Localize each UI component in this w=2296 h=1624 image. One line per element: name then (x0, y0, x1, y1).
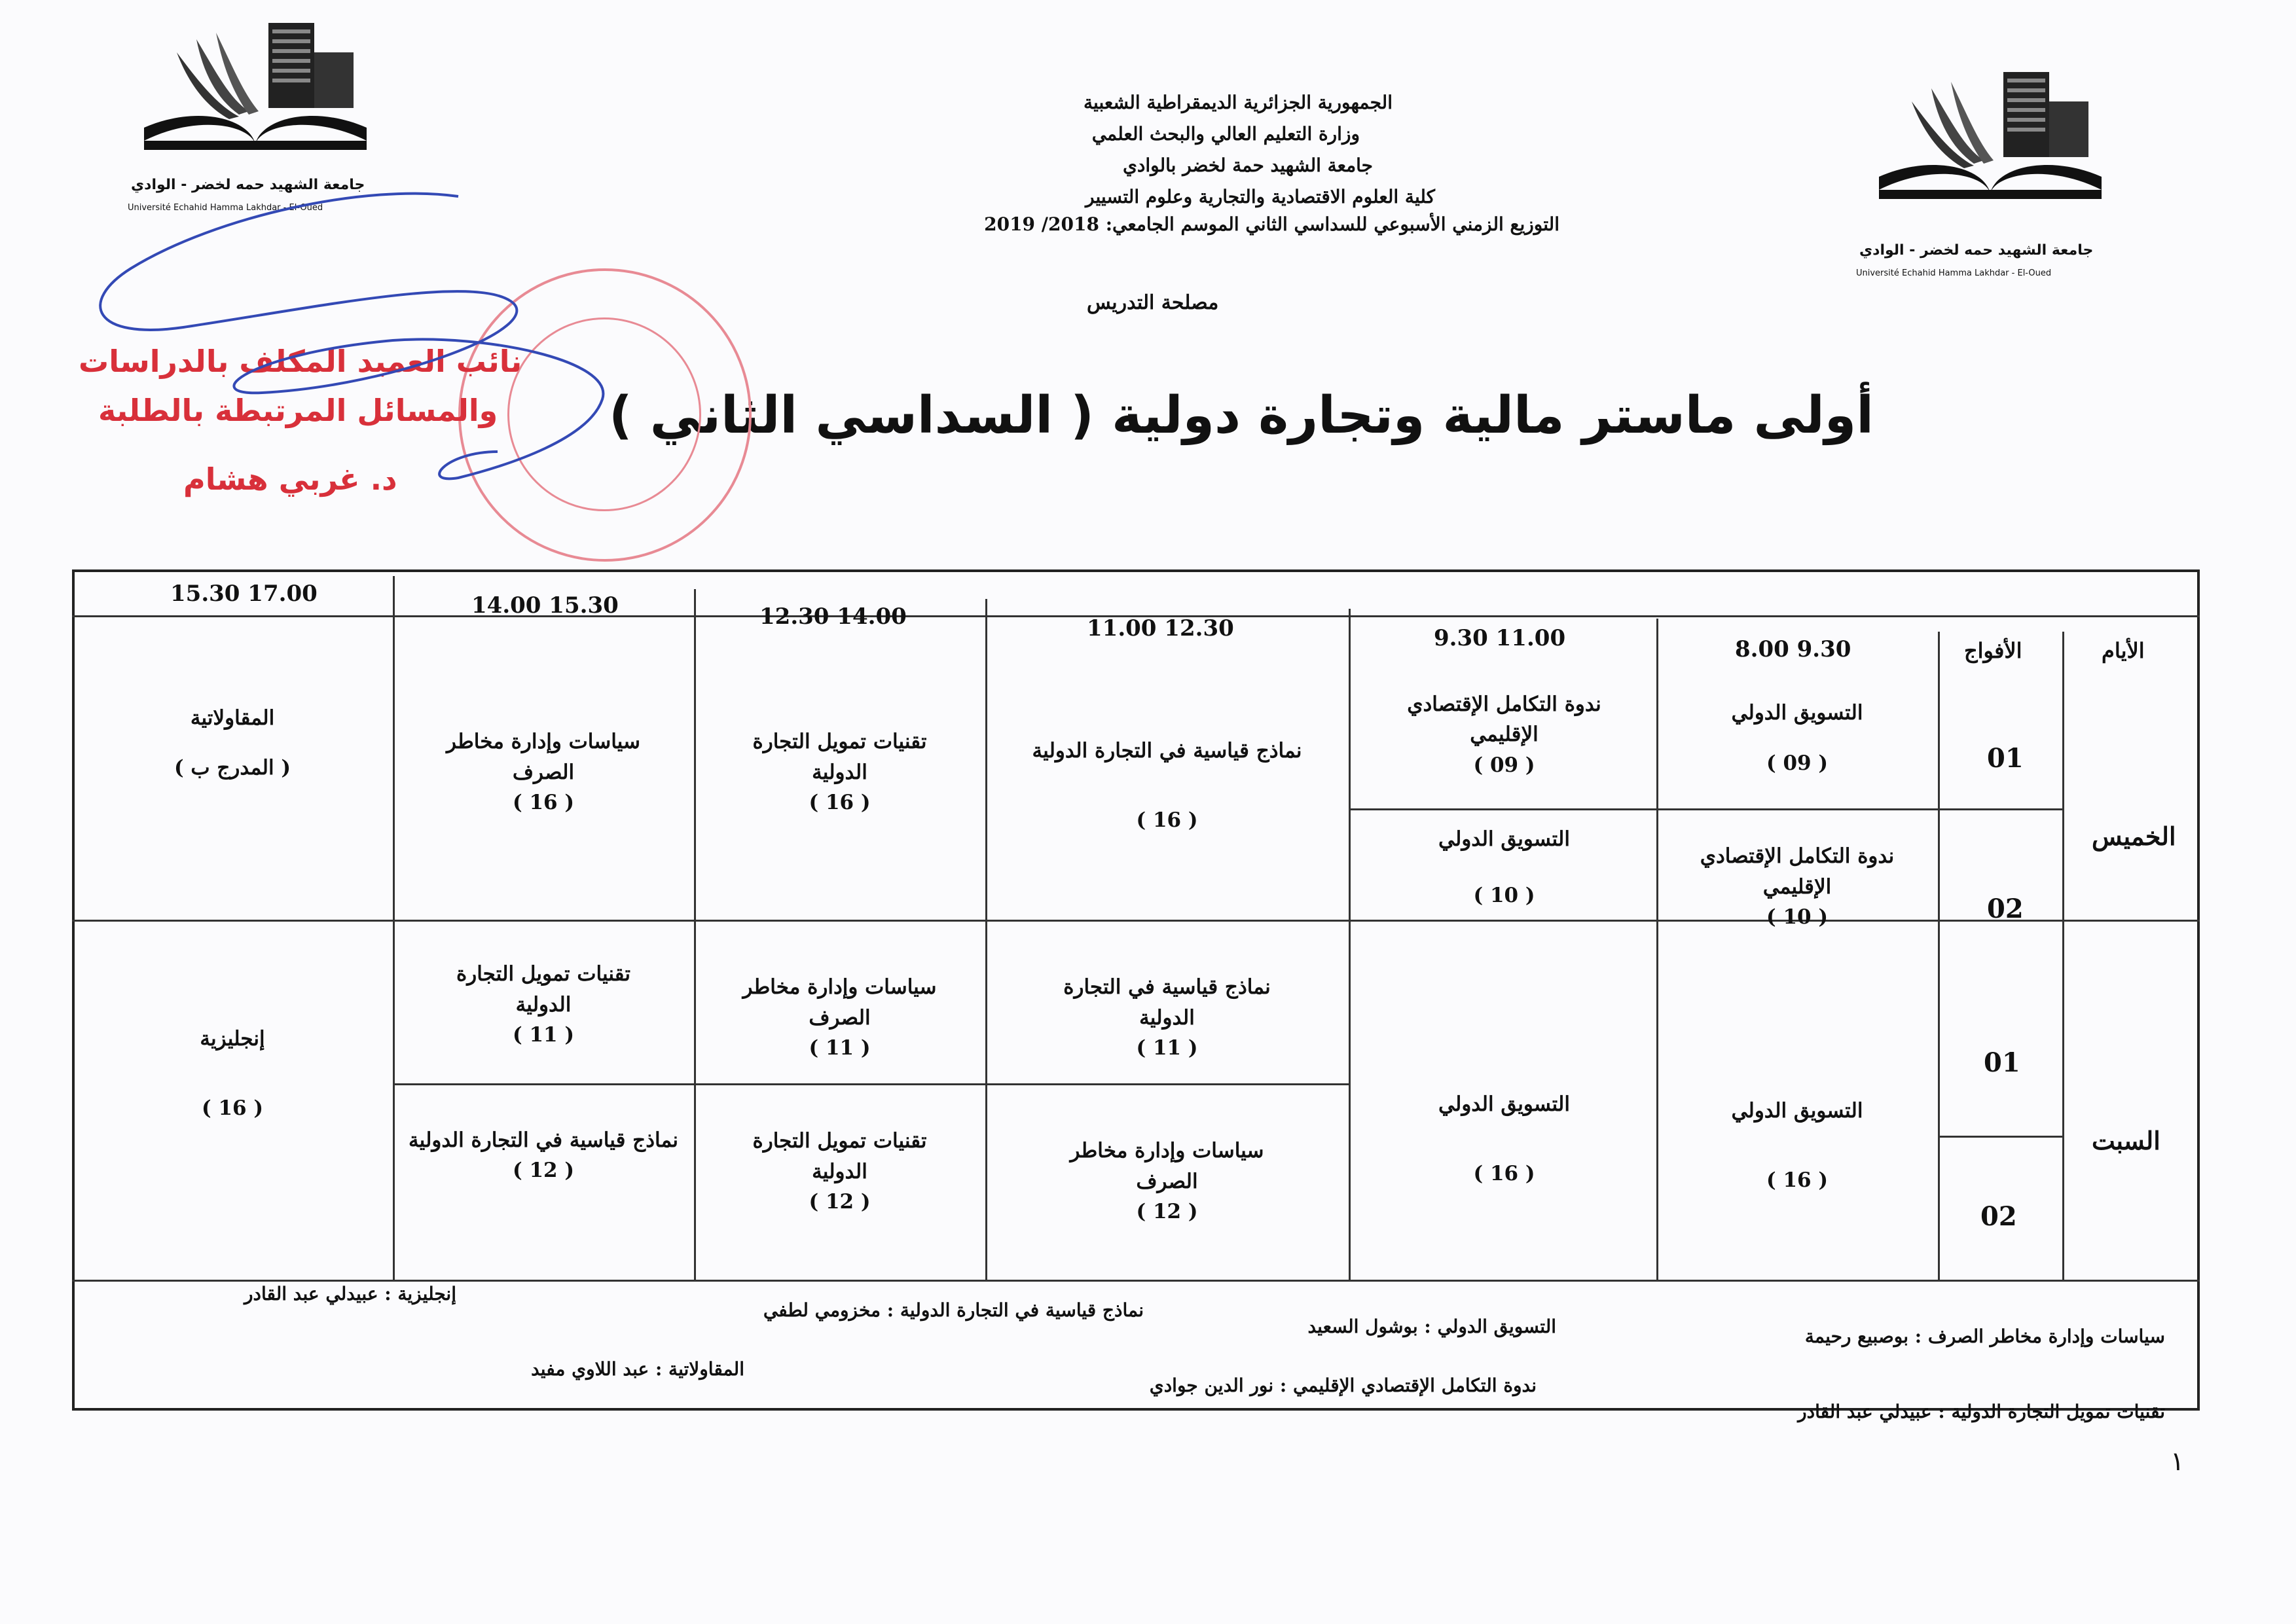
course-cell (1355, 1067, 1653, 1211)
course-name: ندوة التكامل الإقتصادي الإقليمي (1700, 844, 1895, 899)
stamp-line-3: د. غربي هشام (183, 461, 397, 497)
course-room: ( 09 ) (1473, 753, 1535, 777)
course-cell (697, 959, 982, 1077)
teacher-line: ندوة التكامل الإقتصادي الإقليمي : نور الدين جوادي (1149, 1375, 1537, 1396)
header-line-5: التوزيع الزمني الأسبوعي للسداسي الثاني الموسم الجامعي: 2018/ 2019 (984, 213, 1559, 235)
teacher-line: تقنيات تمويل التجارة الدولية : عبيدلي عبد القادر (1798, 1401, 2165, 1422)
course-room: ( 16 ) (512, 791, 575, 815)
course-cell (1660, 668, 1935, 808)
course-room: ( 16 ) (1136, 808, 1198, 832)
stamp-line-2: والمسائل المرتبطة بالطلبة (98, 393, 498, 428)
group-label: 01 (1984, 1047, 2020, 1078)
logo-subcaption-left: Université Echahid Hamma Lakhdar - El-Oued (128, 203, 323, 213)
course-cell (989, 1113, 1345, 1250)
course-cell (989, 959, 1345, 1077)
logo-subcaption-right: Université Echahid Hamma Lakhdar - El-Oued (1856, 268, 2052, 278)
col-sep (694, 589, 696, 1280)
course-name: تقنيات تمويل التجارة الدولية (752, 730, 927, 784)
course-name: سياسات وإدارة مخاطر الصرف (1070, 1139, 1264, 1193)
day-saturday: السبت (2092, 1126, 2160, 1155)
course-room: ( 09 ) (1766, 751, 1829, 775)
col-sep (393, 576, 395, 1280)
course-room: ( 16 ) (201, 1096, 264, 1120)
header-days: الأيام (2102, 638, 2145, 663)
course-room: ( 16 ) (809, 791, 871, 815)
course-name: نماذج قياسية في التجارة الدولية (1032, 738, 1302, 763)
header-line-3: جامعة الشهيد حمة لخضر بالوادي (1122, 154, 1373, 176)
course-name: التسويق الدولي (1438, 827, 1570, 851)
time-slot-6: 15.30 17.00 (170, 581, 318, 607)
teacher-sep (72, 1280, 2200, 1282)
course-room: ( 11 ) (512, 1023, 575, 1047)
course-cell (79, 1001, 386, 1146)
course-name: المقاولاتية (190, 706, 275, 730)
course-cell (697, 687, 982, 857)
course-name: نماذج قياسية في التجارة الدولية (408, 1128, 678, 1152)
col-sep (2062, 632, 2064, 1280)
course-name: تقنيات تمويل التجارة الدولية (456, 962, 630, 1017)
course-cell (697, 1106, 982, 1237)
course-name: سياسات وإدارة مخاطر الصرف (742, 975, 937, 1030)
col-sep (1656, 619, 1658, 1280)
header-groups: الأفواج (1964, 638, 2022, 663)
time-slot-3: 11.00 12.30 (1087, 615, 1234, 641)
course-cell (1355, 661, 1653, 808)
course-room: ( 12 ) (1136, 1200, 1198, 1224)
header-line-2: وزارة التعليم العالي والبحث العلمي (1091, 123, 1360, 145)
course-room: ( 12 ) (512, 1159, 575, 1182)
handwritten-signature (52, 177, 655, 504)
time-slot-2: 9.30 11.00 (1434, 625, 1566, 651)
course-name: التسويق الدولي (1731, 1098, 1863, 1123)
group-label: 02 (1980, 1201, 2017, 1232)
course-name: ندوة التكامل الإقتصادي الإقليمي (1407, 692, 1601, 747)
course-room: ( 16 ) (1766, 1168, 1829, 1192)
course-room: ( 10 ) (1766, 905, 1829, 929)
col-sep (985, 599, 987, 1280)
course-cell (1355, 815, 1653, 920)
course-cell (396, 1106, 691, 1204)
course-cell (396, 694, 691, 851)
page-number: ١ (2170, 1447, 2185, 1477)
group-label: 02 (1987, 893, 2024, 924)
stamp-line-1: نائب العميد المكلف بالدراسات (79, 344, 522, 379)
thu-group-sep (1349, 808, 2062, 810)
teacher-line: سياسات وإدارة مخاطر الصرف : بوصبيع رحيمة (1804, 1326, 2165, 1347)
teacher-line: إنجليزية : عبيدلي عبد القادر (244, 1283, 456, 1305)
course-cell (79, 687, 386, 799)
service-title: مصلحة التدريس (1087, 291, 1219, 314)
course-room: ( المدرج ب ) (173, 756, 291, 780)
sat-group-sep (1938, 1136, 2062, 1138)
logo-caption-left: جامعة الشهيد حمه لخضر - الوادي (131, 177, 365, 193)
course-name: نماذج قياسية في التجارة الدولية (1063, 975, 1271, 1030)
teacher-line: التسويق الدولي : بوشول السعيد (1307, 1316, 1556, 1337)
course-name: إنجليزية (200, 1026, 265, 1051)
course-room: ( 16 ) (1473, 1162, 1535, 1185)
course-cell (396, 946, 691, 1064)
course-name: تقنيات تمويل التجارة الدولية (752, 1129, 927, 1183)
time-slot-4: 12.30 14.00 (759, 604, 907, 630)
time-slot-5: 14.00 15.30 (471, 592, 619, 619)
main-title: أولى ماستر مالية وتجارة دولية ( السداسي الثاني ) (609, 386, 1874, 445)
course-cell (989, 687, 1345, 884)
course-cell (1660, 815, 1935, 959)
course-room: ( 10 ) (1473, 884, 1535, 907)
course-name: التسويق الدولي (1731, 701, 1863, 725)
course-room: ( 11 ) (1136, 1036, 1198, 1060)
course-room: ( 12 ) (809, 1190, 871, 1214)
course-cell (1660, 1074, 1935, 1218)
day-thursday: الخميس (2092, 821, 2176, 851)
time-slot-1: 8.00 9.30 (1735, 636, 1851, 662)
course-name: التسويق الدولي (1438, 1092, 1570, 1116)
teacher-line: نماذج قياسية في التجارة الدولية : مخزومي لطفي (763, 1299, 1144, 1321)
course-name: سياسات وإدارة مخاطر الصرف (446, 730, 640, 784)
logo-caption-right: جامعة الشهيد حمه لخضر - الوادي (1859, 242, 2094, 259)
course-room: ( 11 ) (809, 1036, 871, 1060)
col-sep (1349, 609, 1351, 1280)
sat-group-sep-mid (393, 1083, 1349, 1085)
header-line-1: الجمهورية الجزائرية الديمقراطية الشعبية (1083, 92, 1393, 113)
teacher-line: المقاولاتية : عبد اللاوي مفيد (531, 1358, 744, 1380)
group-label: 01 (1987, 743, 2024, 774)
header-line-4: كلية العلوم الاقتصادية والتجارية وعلوم التسيير (1085, 186, 1435, 208)
col-sep (1938, 632, 1940, 1280)
